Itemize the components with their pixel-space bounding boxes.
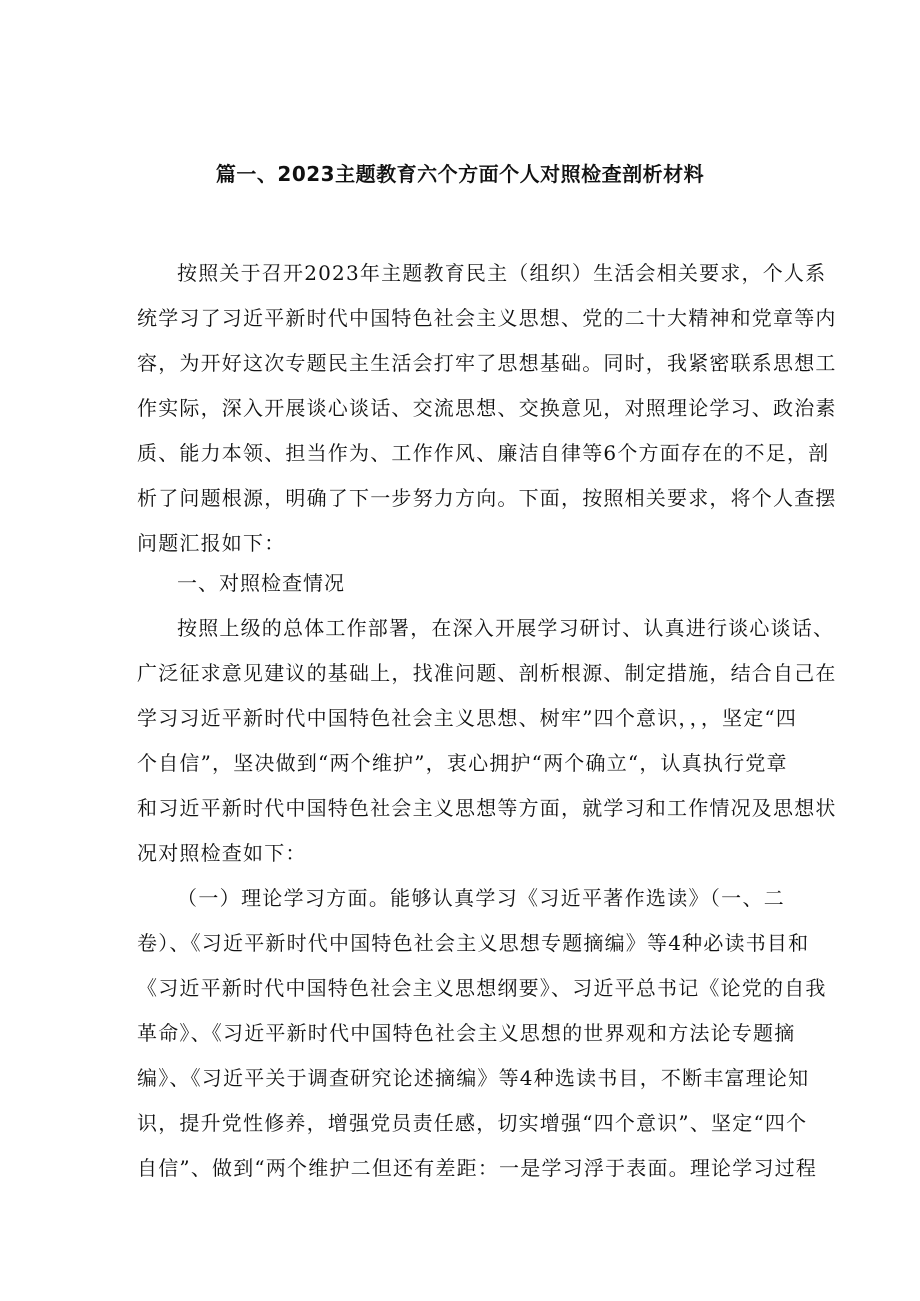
paragraph-3-line-7: 自信”、做到“两个维护二但还有差距：一是学习浮于表面。理论学习过程 (137, 1156, 818, 1180)
paragraph-3-line-1: （一）理论学习方面。能够认真学习《习近平著作选读》（一、二 (177, 886, 785, 910)
paragraph-3-line-6: 识，提升党性修养，增强党员责任感，切实增强“四个意识”、坚定“四个 (137, 1111, 808, 1135)
paragraph-1-line-6: 析了问题根源，明确了下一步努力方向。下面，按照相关要求，将个人查摆 (137, 486, 837, 510)
paragraph-2-line-5: 和习近平新时代中国特色社会主义思想等方面，就学习和工作情况及思想状 (137, 796, 837, 820)
paragraph-2-line-3: 学习习近平新时代中国特色社会主义思想、树牢”四个意识，，，坚定“四 (137, 706, 798, 730)
paragraph-2-line-4: 个自信”，坚决做到“两个维护”，衷心拥护“两个确立“，认真执行党章 (137, 751, 788, 775)
paragraph-1-line-1: 按照关于召开2023年主题教育民主（组织）生活会相关要求，个人系 (177, 261, 827, 285)
paragraph-3-line-5: 编》、《习近平关于调查研究论述摘编》等4种选读书目，不断丰富理论知 (137, 1066, 810, 1090)
document-title: 篇一、2023主题教育六个方面个人对照检查剖析材料 (215, 162, 705, 186)
section-heading: 一、对照检查情况 (177, 571, 345, 595)
paragraph-3-line-3: 《习近平新时代中国特色社会主义思想纲要》、习近平总书记《论党的自我 (137, 976, 827, 1000)
paragraph-3-line-2: 卷）、《习近平新时代中国特色社会主义思想专题摘编》等4种必读书目和 (137, 931, 810, 955)
paragraph-1-line-3: 容，为开好这次专题民主生活会打牢了思想基础。同时，我紧密联系思想工 (137, 351, 837, 375)
paragraph-1-line-7: 问题汇报如下： (137, 531, 286, 555)
paragraph-2-line-1: 按照上级的总体工作部署，在深入开展学习研讨、认真进行谈心谈话、 (177, 616, 835, 640)
paragraph-2-line-6: 况对照检查如下： (137, 841, 307, 865)
paragraph-3-line-4: 革命》、《习近平新时代中国特色社会主义思想的世界观和方法论专题摘 (137, 1021, 796, 1045)
paragraph-1-line-2: 统学习了习近平新时代中国特色社会主义思想、党的二十大精神和党章等内 (137, 306, 837, 330)
paragraph-2-line-2: 广泛征求意见建议的基础上，找准问题、剖析根源、制定措施，结合自己在 (137, 661, 837, 685)
paragraph-1-line-4: 作实际，深入开展谈心谈话、交流思想、交换意见，对照理论学习、政治素 (137, 396, 837, 420)
paragraph-1-line-5: 质、能力本领、担当作为、工作作风、廉洁自律等6个方面存在的不足，剖 (137, 441, 830, 465)
